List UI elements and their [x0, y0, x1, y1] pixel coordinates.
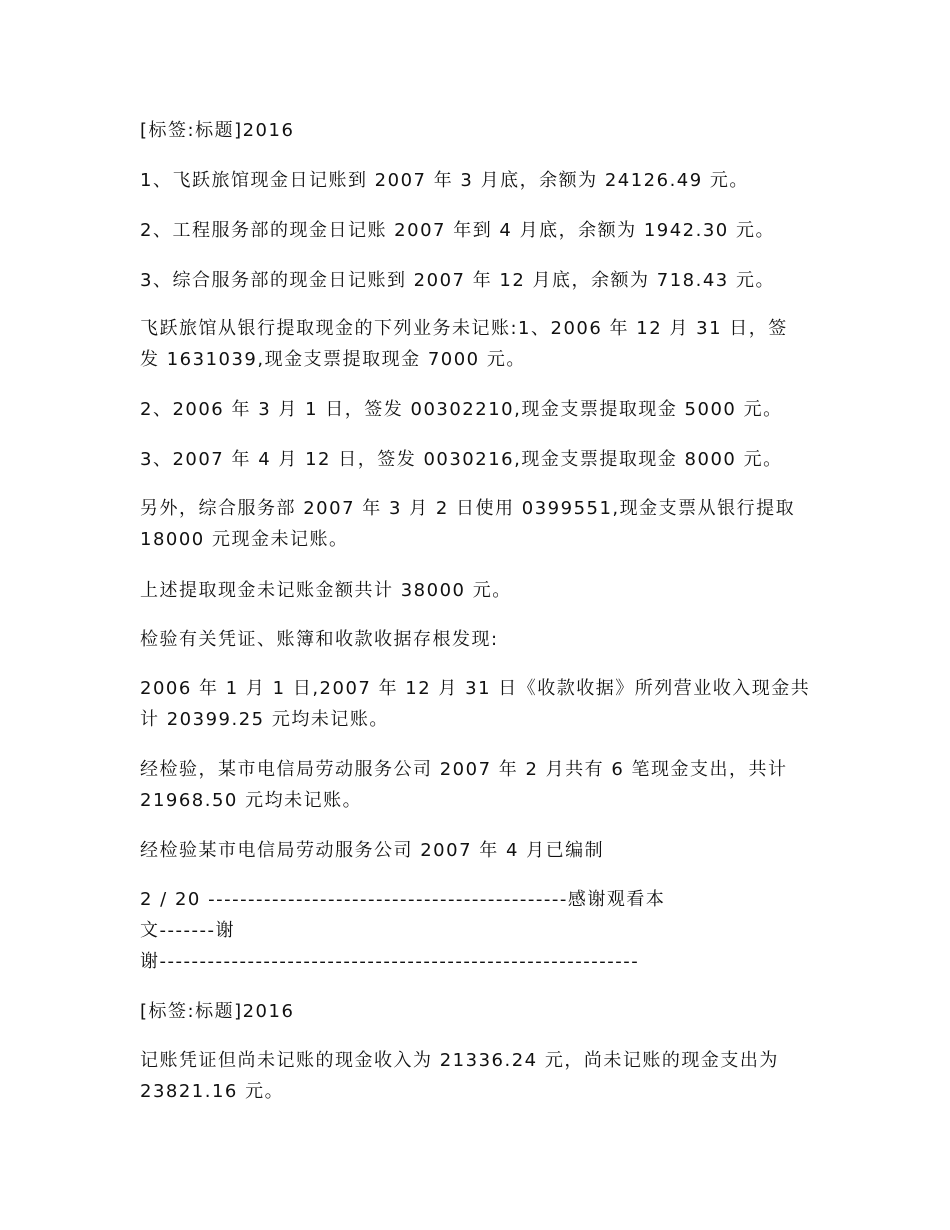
- receipts-line-2: 计 20399.25 元均未记账。: [140, 709, 389, 730]
- bank-intro-line-2: 发 1631039,现金支票提取现金 7000 元。: [140, 349, 526, 370]
- header-tag-text: [标签:标题]2016: [140, 120, 295, 141]
- paragraph-3: [140, 265, 820, 296]
- paragraph-1-text: 1、飞跃旅馆现金日记账到 2007 年 3 月底，余额为 24126.49 元。: [140, 170, 749, 191]
- bank-intro-line-1: 飞跃旅馆从银行提取现金的下列业务未记账:1、2006 年 12 月 31 日，签: [140, 318, 788, 339]
- paragraph-2: [140, 215, 820, 246]
- bank-item-3: [140, 444, 820, 475]
- expenses-line-1: 经检验，某市电信局劳动服务公司 2007 年 2 月共有 6 笔现金支出，共计: [140, 759, 788, 780]
- receipts-paragraph: [140, 673, 820, 735]
- other-line-1: 另外，综合服务部 2007 年 3 月 2 日使用 0399551,现金支票从银行提取: [140, 498, 796, 519]
- expenses-paragraph: [140, 754, 820, 816]
- total-text: 上述提取现金未记账金额共计 38000 元。: [140, 580, 512, 601]
- bank-item-3-text: 3、2007 年 4 月 12 日，签发 0030216,现金支票提取现金 8000 元。: [140, 449, 783, 470]
- total-paragraph: [140, 575, 820, 606]
- expenses-line-2: 21968.50 元均未记账。: [140, 790, 363, 811]
- paragraph-3-text: 3、综合服务部的现金日记账到 2007 年 12 月底，余额为 718.43 元。: [140, 270, 775, 291]
- prepared-text: 经检验某市电信局劳动服务公司 2007 年 4 月已编制: [140, 840, 605, 861]
- footer-line-2: 文-------谢: [140, 920, 235, 941]
- closing-paragraph: [140, 1045, 820, 1107]
- bank-intro-paragraph: [140, 313, 820, 375]
- receipts-line-1: 2006 年 1 月 1 日,2007 年 12 月 31 日《收款收据》所列营业收入现金共: [140, 678, 811, 699]
- closing-line-1: 记账凭证但尚未记账的现金收入为 21336.24 元，尚未记账的现金支出为: [140, 1050, 779, 1071]
- other-line-2: 18000 元现金未记账。: [140, 529, 349, 550]
- header-tag: [140, 115, 820, 146]
- page-footer: [140, 884, 820, 977]
- bank-item-2-text: 2、2006 年 3 月 1 日，签发 00302210,现金支票提取现金 5000 元。: [140, 399, 783, 420]
- footer-line-1: 2 / 20 ---------------------------------------------感谢观看本: [140, 889, 666, 910]
- header-tag-2: [140, 996, 820, 1027]
- paragraph-1: [140, 165, 820, 196]
- inspection-text: 检验有关凭证、账簿和收款收据存根发现:: [140, 629, 499, 650]
- inspection-paragraph: [140, 624, 820, 655]
- header-tag-2-text: [标签:标题]2016: [140, 1001, 295, 1022]
- bank-item-2: [140, 394, 820, 425]
- other-paragraph: [140, 493, 820, 555]
- prepared-paragraph: [140, 835, 820, 866]
- closing-line-2: 23821.16 元。: [140, 1081, 285, 1102]
- footer-line-3: 谢------------------------------------------------------------: [140, 951, 640, 972]
- paragraph-2-text: 2、工程服务部的现金日记账 2007 年到 4 月底，余额为 1942.30 元。: [140, 220, 775, 241]
